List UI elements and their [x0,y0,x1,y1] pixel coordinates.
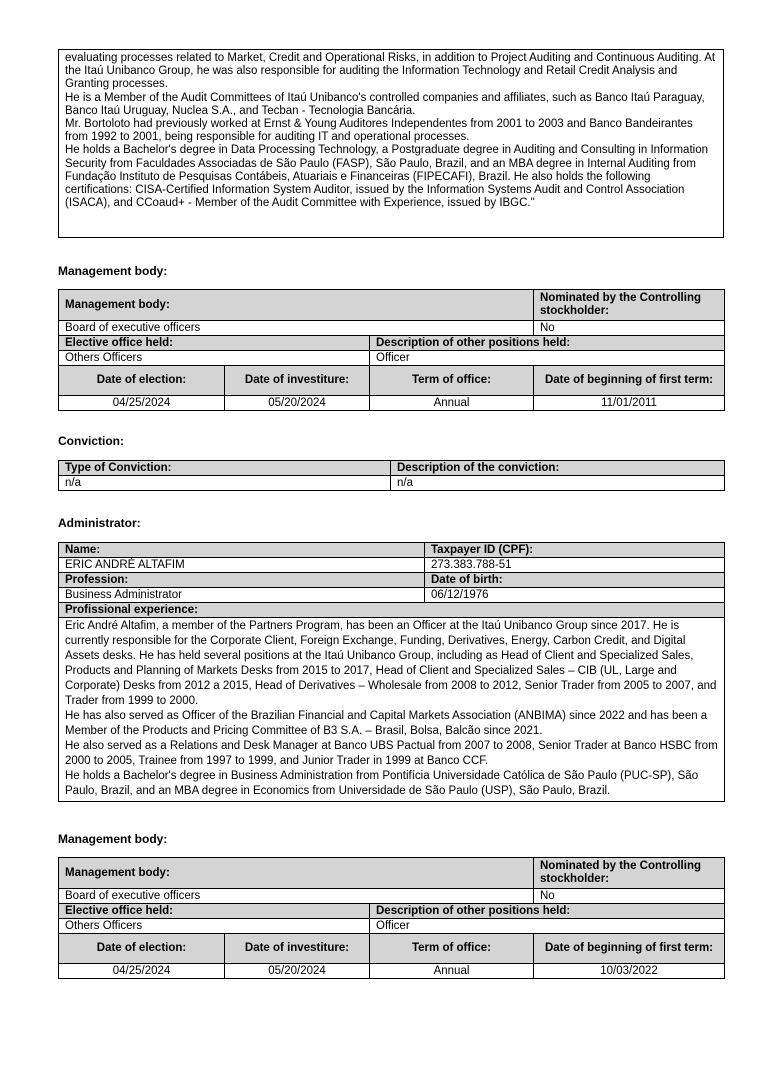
label-date-investiture: Date of investiture: [225,934,370,964]
value-date-of-birth: 06/12/1976 [425,588,725,603]
value-nominated: No [534,889,725,904]
label-date-first-term: Date of beginning of first term: [534,366,725,396]
value-date-first-term: 11/01/2011 [534,396,725,411]
label-other-positions: Description of other positions held: [370,904,725,919]
value-cpf: 273.383.788-51 [425,558,725,573]
value-other-positions: Officer [370,919,725,934]
label-management-body: Management body: [59,858,534,889]
section-title-administrator: Administrator: [58,516,141,530]
label-term-office: Term of office: [370,934,534,964]
label-date-election: Date of election: [59,366,225,396]
management-table-2 [58,857,724,979]
management-table-1 [58,289,724,411]
intro-text-box [58,49,724,238]
experience-paragraph: He holds a Bachelor's degree in Business Administration from Pontifícia Universidade Católica de São Paulo (PUC-SP), São Paulo, Brazil, and an MBA degree in Economics from Universidade de São Paulo (USP), São Paulo, Brazil. [65,770,699,797]
label-cpf: Taxpayer ID (CPF): [425,543,725,558]
value-management-body: Board of executive officers [59,321,534,336]
label-management-body: Management body: [59,290,534,321]
label-nominated: Nominated by the Controlling stockholder: [534,290,725,321]
label-date-of-birth: Date of birth: [425,573,725,588]
value-name: ERIC ANDRÉ ALTAFIM [59,558,425,573]
label-elective-office: Elective office held: [59,336,370,351]
administrator-table [58,542,724,802]
value-elective-office: Others Officers [59,919,370,934]
professional-experience-text [59,618,725,802]
value-term-office: Annual [370,396,534,411]
section-title-management-1: Management body: [58,264,168,278]
label-profession: Profession: [59,573,425,588]
intro-paragraph: He holds a Bachelor's degree in Data Processing Technology, a Postgraduate degree in Auditing and Consulting in Information Security from Faculdades Associadas de São Paulo (FASP), São Paulo, Brazil, and an MBA degree in Internal Auditing from Fundação Instituto de Pesquisas Contábeis, Atuariais e Financeiras (FIPECAFI), Brazil. He also holds the following certifications: CISA-Certified Information System Auditor, issued by the Information Systems Audit and Control Association (ISACA), and CCoaud+ - Member of the Audit Committee with Experience, issued by IBGC." [65,144,708,210]
label-date-election: Date of election: [59,934,225,964]
intro-paragraph: Mr. Bortoloto had previously worked at Ernst & Young Auditores Independentes from 2001 to 2003 and Banco Bandeirantes from 1992 to 2001, being responsible for auditing IT and operational processes. [65,118,693,144]
value-conviction-description: n/a [391,476,725,491]
value-term-office: Annual [370,964,534,979]
label-term-office: Term of office: [370,366,534,396]
value-date-election: 04/25/2024 [59,396,225,411]
label-elective-office: Elective office held: [59,904,370,919]
label-professional-experience: Profissional experience: [59,603,725,618]
experience-paragraph: Eric André Altafim, a member of the Partners Program, has been an Officer at the Itaú Unibanco Group since 2017. He is currently responsible for the Corporate Client, Foreign Exchange, Funding, Derivatives, Energy, Carbon Credit, and Digital Assets desks. He has held several positions at the Itaú Unibanco Group, including as Head of Client and Specialized Sales, Products and Planning of Markets Desks from 2015 to 2017, Head of Client and Specialized Sales – CIB (UL, Large and Corporate) Desks from 2012 a 2015, Head of Derivatives – Wholesale from 2008 to 2012, Senior Trader from 2005 to 2007, and Trader from 1999 to 2000. [65,620,717,707]
value-elective-office: Others Officers [59,351,370,366]
value-date-investiture: 05/20/2024 [225,964,370,979]
label-nominated: Nominated by the Controlling stockholder: [534,858,725,889]
label-conviction-description: Description of the conviction: [391,461,725,476]
conviction-table [58,460,724,491]
intro-paragraph: He is a Member of the Audit Committees of Itaú Unibanco's controlled companies and affiliates, such as Banco Itaú Paraguay, Banco Itaú Uruguay, Nuclea S.A., and Tecban - Tecnologia Bancária. [65,91,705,117]
experience-paragraph: He has also served as Officer of the Brazilian Financial and Capital Markets Association (ANBIMA) since 2022 and has been a Member of the Products and Pricing Committee of B3 S.A. – Brasil, Bolsa, Balcão since 2021. [65,710,708,737]
intro-paragraph: evaluating processes related to Market, Credit and Operational Risks, in addition to Project Auditing and Continuous Auditing. At the Itaú Unibanco Group, he was also responsible for auditing the Information Technology and Retail Credit Analysis and Granting processes. [65,52,716,91]
section-title-conviction: Conviction: [58,434,124,448]
value-date-first-term: 10/03/2022 [534,964,725,979]
label-name: Name: [59,543,425,558]
value-management-body: Board of executive officers [59,889,534,904]
value-date-election: 04/25/2024 [59,964,225,979]
label-date-investiture: Date of investiture: [225,366,370,396]
label-other-positions: Description of other positions held: [370,336,725,351]
label-conviction-type: Type of Conviction: [59,461,391,476]
value-nominated: No [534,321,725,336]
value-conviction-type: n/a [59,476,391,491]
value-other-positions: Officer [370,351,725,366]
value-profession: Business Administrator [59,588,425,603]
experience-paragraph: He also served as a Relations and Desk Manager at Banco UBS Pactual from 2007 to 2008, Senior Trader at Banco HSBC from 2000 to 2005, Trainee from 1997 to 1999, and Junior Trader in 1999 at Banco CCF. [65,740,718,767]
value-date-investiture: 05/20/2024 [225,396,370,411]
label-date-first-term: Date of beginning of first term: [534,934,725,964]
section-title-management-2: Management body: [58,832,168,846]
